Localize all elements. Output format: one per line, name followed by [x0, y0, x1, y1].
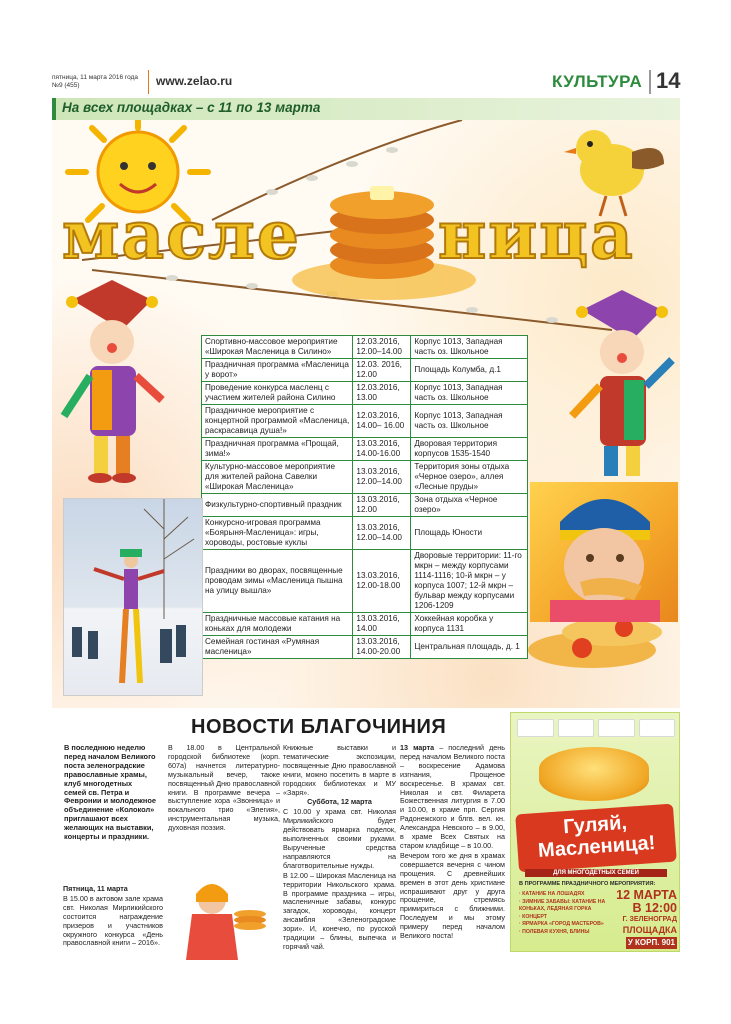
event-location: Дворовые территории: 11-го мкрн – между корпусами 1114-1116; 10-й мкрн – у корпуса 1007; 12-й мкрн – бульвар между корпусами 1206-1209: [411, 550, 528, 613]
event-row: [202, 636, 528, 659]
library-evening-text: В 18.00 в Центральной городской библиотеке (корп. 607а) начнется литературно-музыкальный вечер, также посвященный Дню православной книги. В программе вечера – выступление хора «Звонница» и вокального трио «Элегия», инструментальная музыка, духовная поэзия.: [168, 743, 280, 833]
event-datetime: 12.03.2016, 13.00: [353, 382, 411, 405]
title-part-left: масле: [62, 196, 301, 274]
issue-date: [52, 74, 138, 90]
news-column-3: [283, 744, 396, 953]
events-table: [201, 335, 528, 659]
event-name: Семейная гостиная «Румяная масленица»: [202, 636, 353, 659]
news-heading: НОВОСТИ БЛАГОЧИНИЯ: [191, 716, 447, 738]
event-location: Площадь Колумба, д.1: [411, 359, 528, 382]
saturday-heading: Суббота, 12 марта: [307, 797, 372, 807]
ad-subtitle: ДЛЯ МНОГОДЕТНЫХ СЕМЕЙ: [525, 869, 667, 877]
sunday-heading: 13 марта: [400, 743, 435, 752]
page-header: [52, 68, 692, 98]
sunday-text: – последний день перед началом Великого поста – воскресение Адамова изгнания, Прощеное воскресенье. В храмах свт. Николая и свт. Филарета Божественная литургия в 7.00 и 10.00, в храме прп. Сергия Радонежского и блгв. вел. кн. Александра Невского – в 9.00, в храме Всех Святых на старом кладбище – в 10.00.: [400, 743, 506, 850]
date-text: пятница, 11 марта 2016 года: [52, 74, 138, 81]
event-name: Конкурсно-игровая программа «Боярыня-Масленица»: игры, хороводы, ростовые куклы: [202, 517, 353, 550]
event-datetime: 13.03.2016, 12.00–14.00: [353, 461, 411, 494]
event-name: Праздничное мероприятие с концертной программой «Масленица, раскрасавица душа!»: [202, 405, 353, 438]
header-divider-right: [649, 70, 651, 94]
event-name: Праздничная программа «Прощай, зима!»: [202, 438, 353, 461]
jester-right-icon: [572, 290, 672, 476]
ad-date-block: [615, 889, 677, 949]
event-name: Праздничные массовые катания на коньках для молодежи: [202, 613, 353, 636]
event-name: Спортивно-массовое мероприятие «Широкая Масленица в Силино»: [202, 336, 353, 359]
event-name: Проведение конкурса масленц с участием жителей района Силино: [202, 382, 353, 405]
blini-caviar-icon: [528, 618, 662, 668]
site-link[interactable]: www.zelao.ru: [156, 74, 233, 88]
news-column-2: [168, 744, 280, 967]
ad-program-item: · ЗИМНИЕ ЗАБАВЫ: КАТАНИЕ НА КОНЬКАХ, ЛЕДЯНАЯ ГОРКА: [519, 898, 606, 912]
sponsor-logos: [517, 719, 675, 737]
ad-program-list: [519, 891, 611, 936]
jester-left-icon: [64, 280, 162, 483]
news-column-1: [63, 885, 163, 949]
ad-time: В 12:00: [632, 901, 677, 915]
event-datetime: 13.03.2016, 12.00-18.00: [353, 550, 411, 613]
event-datetime: 12.03. 2016, 12.00: [353, 359, 411, 382]
event-datetime: 12.03.2016, 14.00– 16.00: [353, 405, 411, 438]
ad-program-item: · ЯРМАРКА «ГОРОД МАСТЕРОВ»: [519, 921, 604, 927]
logo-2: [558, 719, 595, 737]
event-datetime: 12.03.2016, 12.00–14.00: [353, 336, 411, 359]
event-row: [202, 461, 528, 494]
event-row: [202, 550, 528, 613]
issue-number: №9 (455): [52, 82, 80, 89]
event-row: [202, 517, 528, 550]
event-row: [202, 405, 528, 438]
event-datetime: 13.03.2016, 14.00: [353, 613, 411, 636]
friday-text: В 15.00 в актовом зале храма свт. Николая Мирликийского состоится награждение призеров и участников окружного конкурса «День православной книги – 2016».: [63, 893, 163, 948]
event-row: [202, 382, 528, 405]
event-location: Дворовая территория корпусов 1535-1540: [411, 438, 528, 461]
friday-heading: Пятница, 11 марта: [63, 884, 128, 893]
event-datetime: 13.03.2016, 12.00–14.00: [353, 517, 411, 550]
news-column-4: [400, 744, 505, 942]
banner-text: На всех площадках – с 11 по 13 марта: [62, 100, 321, 115]
header-divider: [148, 70, 149, 94]
title-part-right: ница: [438, 196, 635, 274]
event-name: Культурно-массовое мероприятие для жителей района Савелки «Широкая Масленица»: [202, 461, 353, 494]
news-lead: В последнюю неделю перед началом Великого поста зеленоградские православные храмы, клуб многодетных семей св. Петра и Февронии и молодежное объединение «Колокол» приглашают всех желающих на выставки, концерты и праздники.: [64, 743, 156, 842]
event-location: Центральная площадь, д. 1: [411, 636, 528, 659]
girl-eating-blin-photo: [530, 482, 678, 622]
ad-program-item: · КОНЦЕРТ: [519, 913, 547, 920]
event-datetime: 13.03.2016, 12.00: [353, 494, 411, 517]
forgiveness-text: Вечером того же дня в храмах совершается вечерня с чином прощения. С древнейших времен в этот день христиане испрашивают друг у друга прощение, стремясь примириться с ближними. Последуем и мы этому примеру перед началом Великого поста!: [400, 850, 505, 941]
event-datetime: 13.03.2016, 14.00-20.00: [353, 636, 411, 659]
event-name: Физкультурно-спортивный праздник: [202, 494, 353, 517]
section-banner: [52, 98, 680, 120]
event-location: Территория зоны отдыха «Черное озеро», аллея «Лесные пруды»: [411, 461, 528, 494]
event-row: [202, 438, 528, 461]
maslenitsa-church-text: В 12.00 – Широкая Масленица на территории Никольского храма. В программе праздника – игры, масленичные забавы, конкурс загадок, хороводы, концерт ансамбля «Зеленоградские зори». И, конечно, по русской традиции – блины, выпечка и горячий чай.: [283, 870, 396, 951]
stilt-walker-photo: [63, 498, 203, 696]
ad-city: Г. ЗЕЛЕНОГРАД: [622, 916, 677, 923]
logo-1: [517, 719, 554, 737]
ad-address: У КОРП. 901: [627, 938, 675, 947]
book-exhibitions-text: Книжные выставки и тематические экспозиции, посвященные Дню православной книги, можно посетить в марте в городских библиотеках и МУ «Заря».: [283, 743, 396, 797]
ad-title-line2: Масленица!: [537, 831, 656, 863]
logo-4: [639, 719, 676, 737]
event-location: Корпус 1013, Западная часть оз. Школьное: [411, 405, 528, 438]
ad-date: 12 МАРТА: [616, 888, 677, 902]
event-location: Зона отдыха «Черное озеро»: [411, 494, 528, 517]
event-name: Праздники во дворах, посвященные проводам зимы «Масленица пышна на улицу вышла»: [202, 550, 353, 613]
event-row: [202, 494, 528, 517]
ad-program-item: · ПОЛЕВАЯ КУХНЯ, БЛИНЫ: [519, 928, 590, 935]
ad-program-item: · КАТАНИЕ НА ЛОШАДЯХ: [519, 891, 585, 897]
event-row: [202, 613, 528, 636]
event-row: [202, 359, 528, 382]
event-location: Корпус 1013, Западная часть оз. Школьное: [411, 382, 528, 405]
event-location: Корпус 1013, Западная часть оз. Школьное: [411, 336, 528, 359]
event-location: Хоккейная коробка у корпуса 1131: [411, 613, 528, 636]
section-rubric: КУЛЬТУРА: [552, 72, 643, 91]
event-datetime: 13.03.2016, 14.00-16.00: [353, 438, 411, 461]
fair-text: С 10.00 у храма свт. Николая Мирликийского будет действовать ярмарка поделок, выполненных своими руками. Вырученные средства направляются на благотворительные нужды.: [283, 807, 396, 870]
ad-pancake-icon: [539, 747, 649, 801]
event-row: [202, 336, 528, 359]
girl-with-pancakes-icon: [168, 874, 268, 964]
event-location: Площадь Юности: [411, 517, 528, 550]
ad-title-line1: Гуляй,: [562, 811, 628, 839]
ad-title: [515, 804, 677, 873]
page-number: 14: [656, 68, 681, 93]
ad-place: ПЛОЩАДКА: [622, 925, 677, 935]
event-advertisement: [510, 712, 680, 952]
ad-program-heading: В ПРОГРАММЕ ПРАЗДНИЧНОГО МЕРОПРИЯТИЯ:: [519, 881, 656, 887]
logo-3: [598, 719, 635, 737]
event-name: Праздничная программа «Масленица у ворот»: [202, 359, 353, 382]
